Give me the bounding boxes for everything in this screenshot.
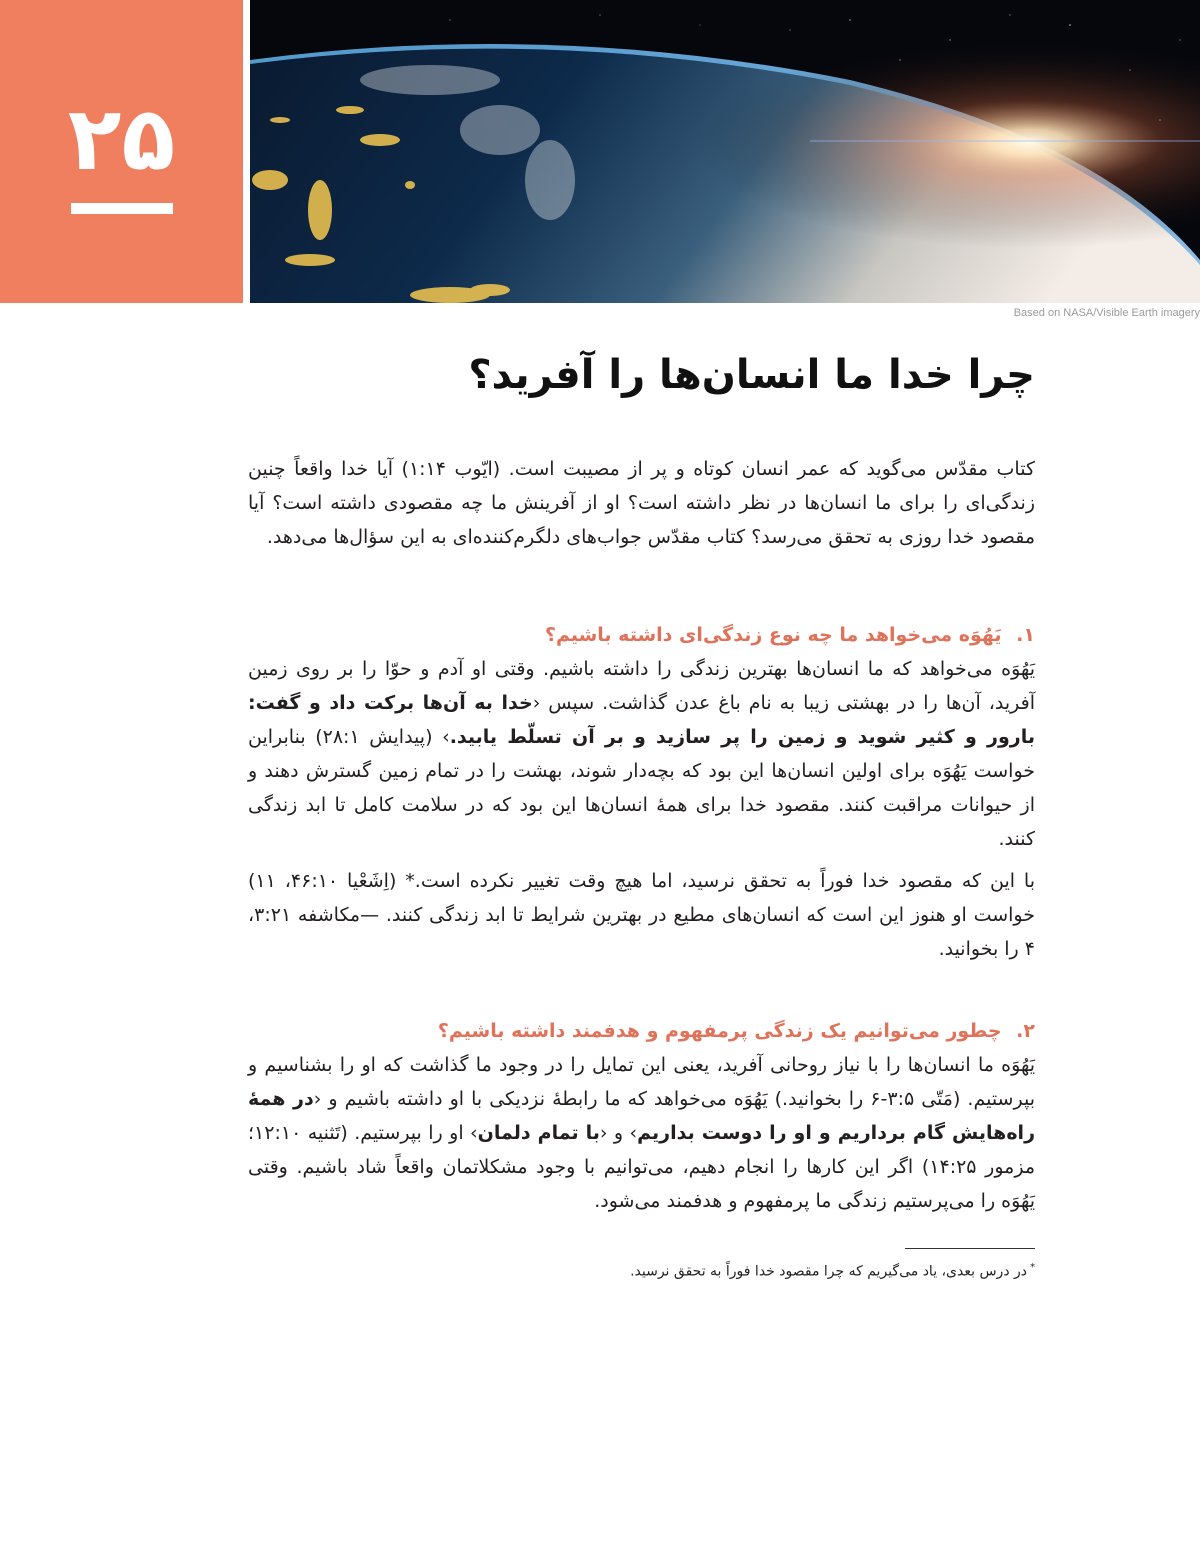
hero-earth-image bbox=[250, 0, 1200, 303]
footnote-marker: * bbox=[1030, 1262, 1035, 1273]
section-2-heading-text: چطور می‌توانیم یک زندگی پرمفهوم و هدفمند داشته باشیم؟ bbox=[437, 1020, 1002, 1042]
bold-quote: خدا به آن‌ها برکت داد و گفت: بارور و کثیر شوید و زمین را پر سازید و بر آن تسلّط یابید. bbox=[248, 692, 1035, 748]
section-2 bbox=[248, 1014, 1035, 1218]
section-1-paragraph-2: با این که مقصود خدا فوراً به تحقق نرسید، اما هیچ وقت تغییر نکرده است.* (اِشَعْیا ۴۶:۱۰، ۱۱) خواست او هنوز این است که انسان‌های مطیع در بهترین شرایط تا ابد زندگی کنند. —مکاشفه ۳:۲۱، ۴ را بخوانید. bbox=[248, 870, 1036, 960]
footnote-text: در درس بعدی، یاد می‌گیریم که چرا مقصود خدا فوراً به تحقق نرسید. bbox=[630, 1263, 1027, 1280]
intro-section bbox=[248, 452, 1035, 554]
section-1-paragraph-1 bbox=[248, 652, 1035, 856]
lesson-number-box bbox=[0, 0, 243, 303]
section-1 bbox=[248, 618, 1035, 966]
section-1-heading bbox=[248, 618, 1035, 652]
page-title: چرا خدا ما انسان‌ها را آفرید؟ bbox=[468, 352, 1035, 398]
section-1-heading-text: یَهُوَه می‌خواهد ما چه نوع زندگی‌ای داشته باشیم؟ bbox=[544, 624, 1002, 646]
bold-quote: با تمام دلمان bbox=[477, 1122, 600, 1144]
bold-quote: در همهٔ راه‌هایش گام برداریم و او را دوست بداریم bbox=[248, 1088, 1036, 1144]
section-1-number: ۱. bbox=[1016, 624, 1035, 646]
footnote-divider bbox=[905, 1248, 1035, 1249]
text-run: › او را بپرستیم. (تَثنیه ۱۲:۱۰؛ مزمور ۱۴:۲۵) اگر این کارها را انجام دهیم، می‌توانیم با وجود مشکلاتمان واقعاً شاد باشیم. وقتی یَهُوَه را می‌پرستیم زندگی ما پرمفهوم و هدفمند می‌شود. bbox=[248, 1122, 1035, 1212]
text-run: یَهُوَه می‌خواهد که ما انسان‌ها بهترین زندگی را داشته باشیم. وقتی او آدم و حوّا را بر روی زمین آفرید، آن‌ها را در بهشتی زیبا به نام باغ عدن گذاشت. سپس ‹ bbox=[248, 658, 1035, 714]
text-run: یَهُوَه ما انسان‌ها را با نیاز روحانی آفرید، یعنی این تمایل را در وجود ما گذاشت که او را بشناسیم و بپرستیم. (مَتّی ۳:۵-۶ را بخوانید.) یَهُوَه می‌خواهد که ما رابطهٔ نزدیکی با او داشته باشیم و ‹ bbox=[248, 1054, 1035, 1110]
lesson-number: ۲۵ bbox=[67, 87, 176, 190]
section-2-heading bbox=[248, 1014, 1035, 1048]
footnote bbox=[630, 1262, 1035, 1280]
section-2-paragraph-1 bbox=[248, 1048, 1035, 1218]
image-credit: Based on NASA/Visible Earth imagery bbox=[1013, 307, 1200, 319]
lesson-number-underline bbox=[71, 203, 173, 214]
text-run: › (پیدایش ۲۸:۱) بنابراین خواست یَهُوَه برای اولین انسان‌ها این بود که بچه‌دار شوند، بهشت را در تمام زمین گسترش دهند و از حیوانات مراقبت کنند. مقصود خدا برای همهٔ انسان‌ها این بود که در سلامت کامل تا ابد زندگی کنند. bbox=[248, 726, 1035, 850]
text-run: › و ‹ bbox=[599, 1122, 638, 1144]
intro-paragraph: کتاب مقدّس می‌گوید که عمر انسان کوتاه و پر از مصیبت است. (ایّوب ۱:۱۴) آیا خدا واقعاً چنین زندگی‌ای را برای ما انسان‌ها در نظر داشته است؟ او از آفرینش ما چه مقصودی داشته است؟ آیا مقصود خدا روزی به تحقق می‌رسد؟ کتاب مقدّس جواب‌های دلگرم‌کننده‌ای به این سؤال‌ها می‌دهد. bbox=[248, 458, 1035, 548]
section-2-number: ۲. bbox=[1016, 1020, 1035, 1042]
